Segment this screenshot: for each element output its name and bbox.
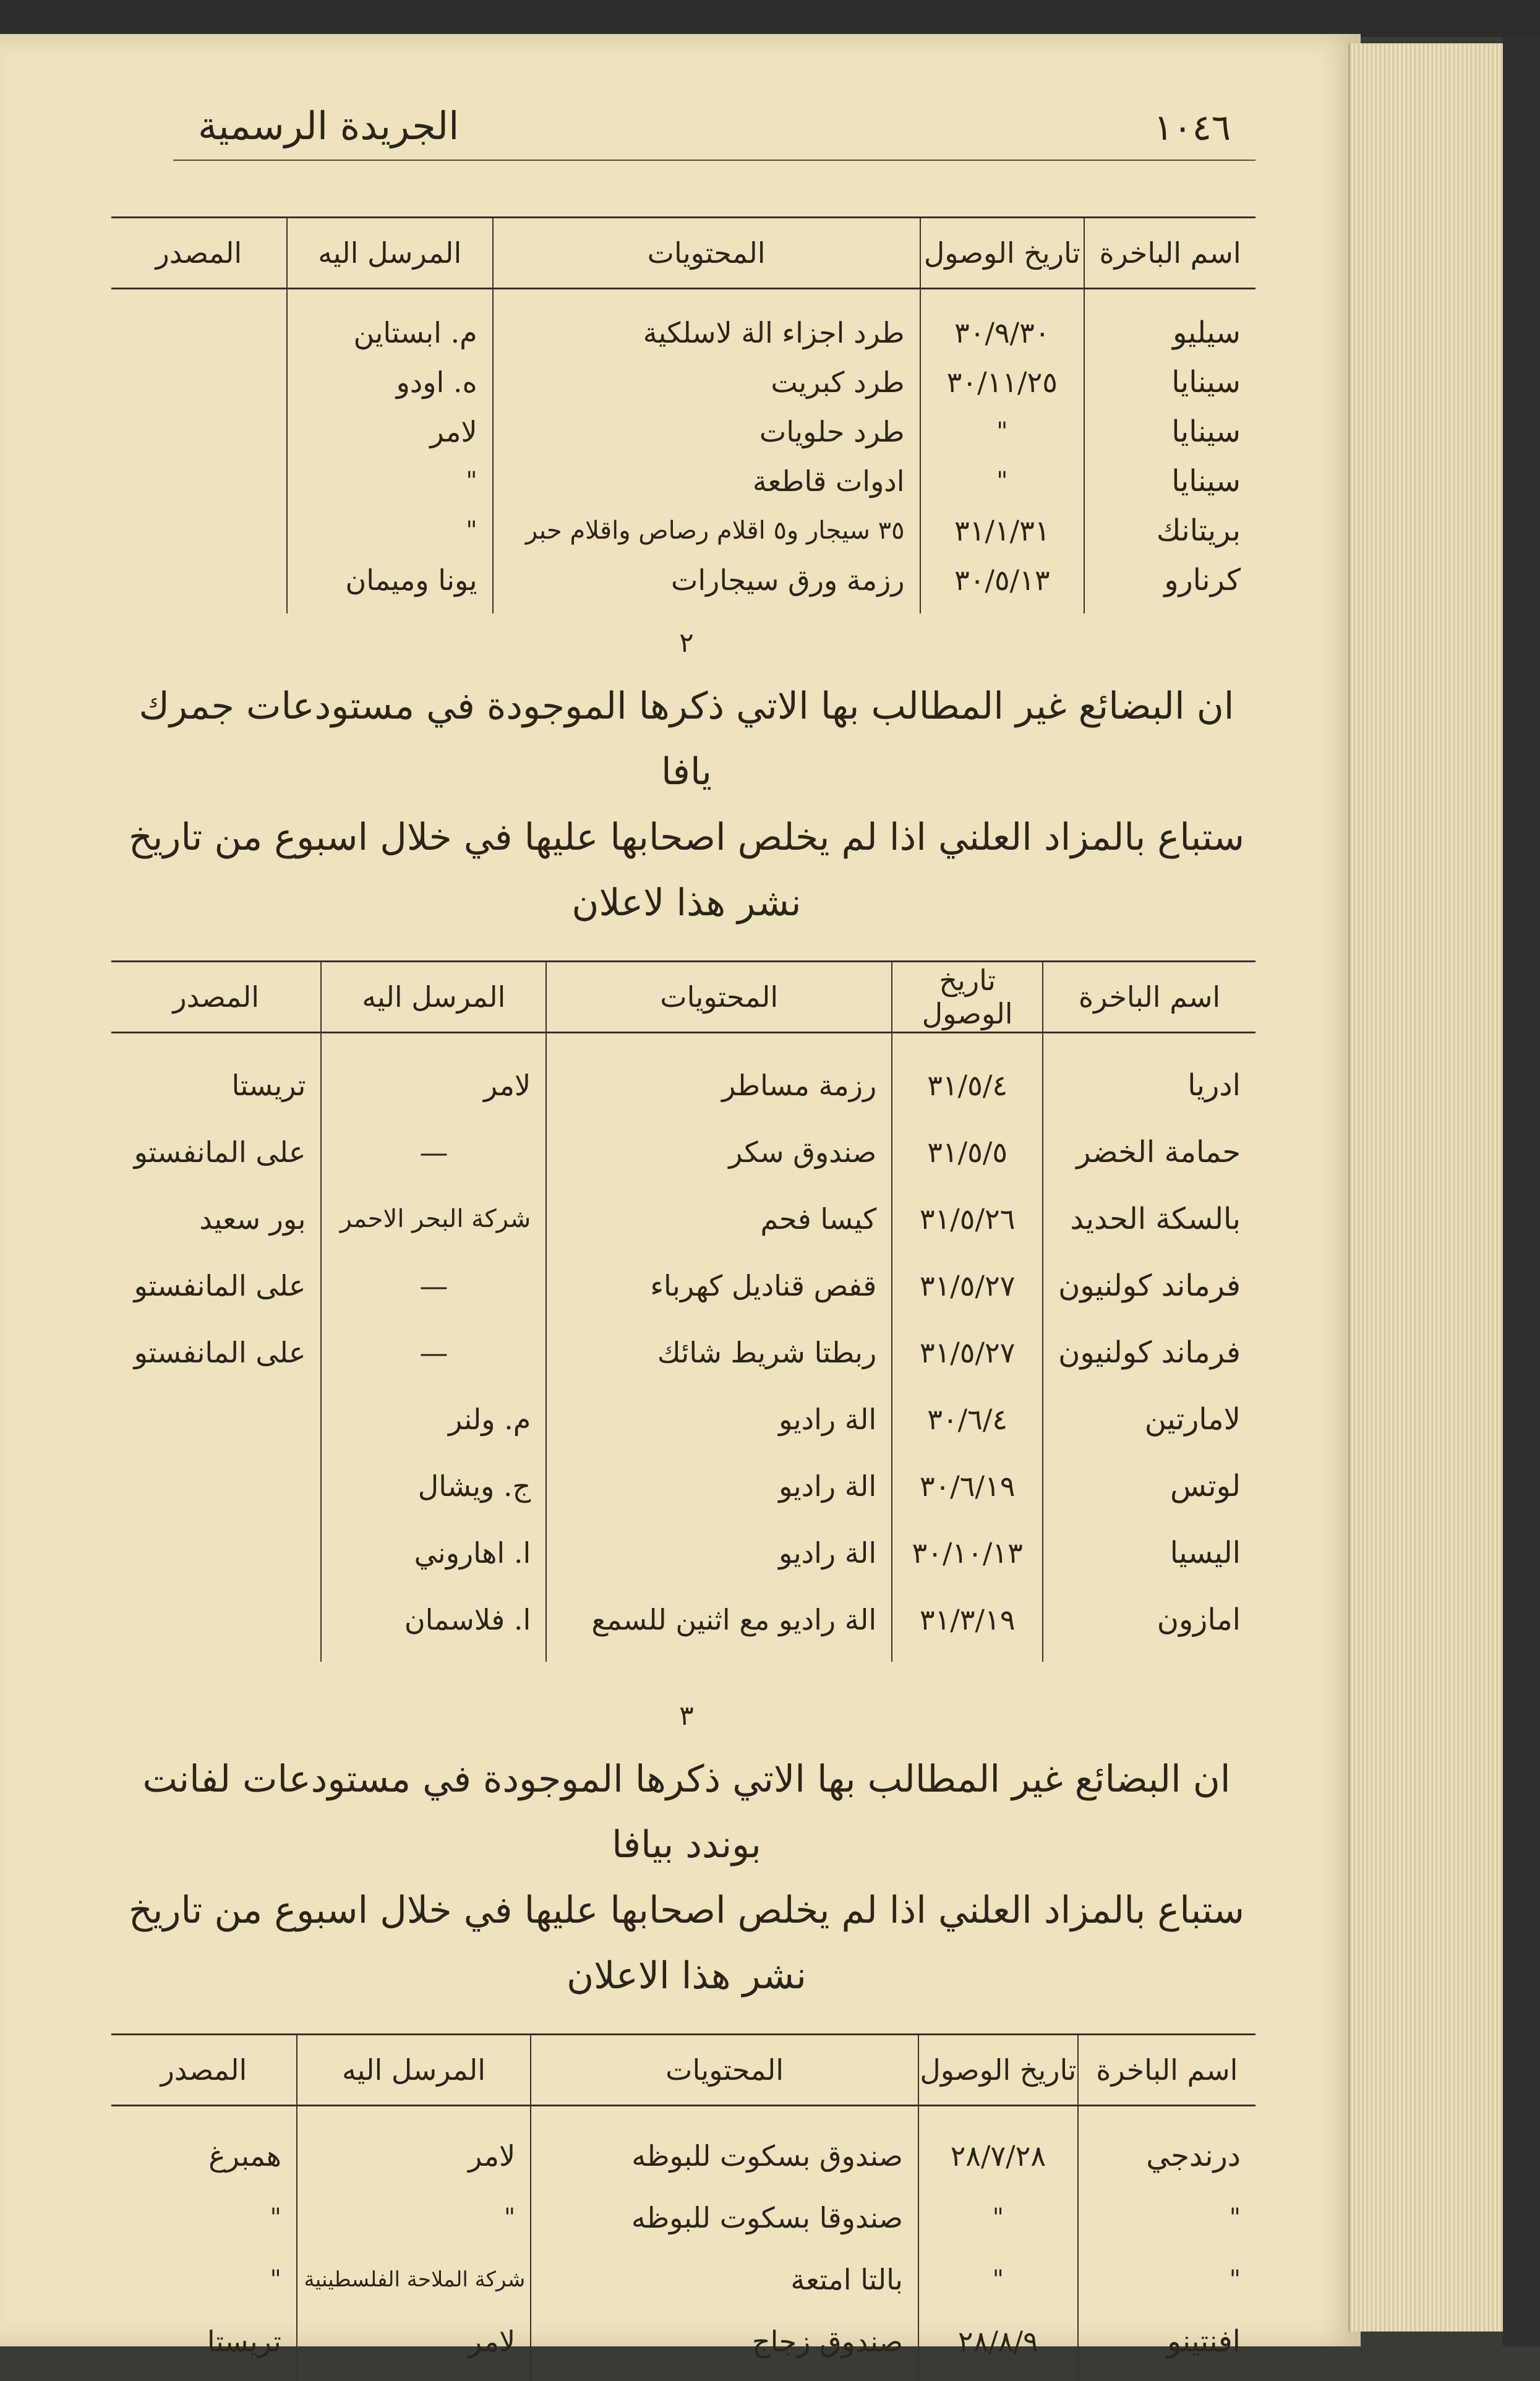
date-cell: ": [918, 2187, 1078, 2249]
notice-2: [93, 673, 1256, 936]
contents-cell: صندوقا بسكوت للبوظه: [531, 2187, 918, 2249]
table-row: [111, 407, 1256, 456]
date-cell: ": [920, 456, 1085, 506]
source-cell: ": [270, 2204, 281, 2232]
date-cell: ٣٠/٥/١٣: [920, 555, 1085, 613]
ship-cell: كرنارو: [1084, 555, 1256, 613]
consignee-cell: ه. اودو: [287, 357, 493, 407]
date-cell: ٣١/٥/٥: [892, 1119, 1043, 1186]
contents-cell: رزمة مساطر: [546, 1033, 892, 1119]
contents-cell: صندوق بسكوت للبوظه: [531, 2106, 918, 2187]
contents-cell: الة راديو: [546, 1520, 892, 1586]
date-cell: ٣١/١/٣١: [920, 506, 1085, 555]
table-row: [111, 1586, 1256, 1662]
contents-cell: الة راديو مع اثنين للسمع: [546, 1586, 892, 1662]
date-cell: ": [920, 407, 1085, 456]
source-cell: [111, 456, 287, 506]
book-binding: [0, 0, 1540, 37]
source-cell: على المانفستو: [134, 1336, 306, 1369]
date-cell: ٣١/٥/٤: [892, 1033, 1043, 1119]
contents-cell: بالتا امتعة: [531, 2249, 918, 2310]
section-number-2: ٢: [679, 627, 694, 659]
consignee-cell: —: [321, 1119, 546, 1186]
table-row: [111, 2310, 1256, 2381]
contents-cell: صندوق سكر: [546, 1119, 892, 1186]
ship-cell: فرماند كولنيون: [1043, 1252, 1256, 1319]
page-edges: [1348, 43, 1505, 2332]
source-cell: بور سعيد: [199, 1202, 306, 1236]
running-head: [173, 93, 1256, 161]
source-cell: تريستا: [231, 1069, 306, 1102]
consignee-cell: ": [287, 506, 493, 555]
page-content: [93, 93, 1256, 2381]
ship-cell: فرماند كولنيون: [1043, 1319, 1256, 1386]
consignee-cell: ا. اهاروني: [321, 1520, 546, 1586]
consignee-cell: لامر: [297, 2310, 531, 2381]
ship-cell: بريتانك: [1084, 506, 1256, 555]
col-date: تاريخ الوصول: [920, 218, 1085, 289]
date-cell: ٣١/٥/٢٧: [892, 1319, 1043, 1386]
ship-cell: لامارتين: [1043, 1386, 1256, 1453]
consignee-cell: ": [297, 2187, 531, 2249]
date-cell: ٣٠/٦/١٩: [892, 1453, 1043, 1520]
source-cell: [111, 555, 287, 613]
source-cell: [111, 407, 287, 456]
contents-cell: طرد حلويات: [493, 407, 920, 456]
contents-cell: ادوات قاطعة: [493, 456, 920, 506]
contents-cell: الة راديو: [546, 1453, 892, 1520]
source-cell: تريستا: [207, 2325, 281, 2358]
date-cell: ": [918, 2249, 1078, 2310]
contents-cell: صندوق زجاج: [531, 2310, 918, 2381]
table-row: [111, 289, 1256, 358]
col-ship: اسم الباخرة: [1043, 962, 1256, 1033]
contents-cell: طرد كبريت: [493, 357, 920, 407]
source-cell: [111, 289, 287, 358]
notice-2-line-1: ان البضائع غير المطالب بها الاتي ذكرها الموجودة في مستودعات جمرك يافا: [139, 685, 1234, 793]
journal-title: الجريدة الرسمية: [198, 103, 460, 148]
consignee-cell: م. ولنر: [321, 1386, 546, 1453]
ship-cell: درندجي: [1078, 2106, 1256, 2187]
col-contents: المحتويات: [546, 962, 892, 1033]
ship-cell: سينايا: [1084, 357, 1256, 407]
source-cell: على المانفستو: [134, 1135, 306, 1169]
table-row: [111, 506, 1256, 555]
consignee-cell: لامر: [297, 2106, 531, 2187]
consignee-cell: شركة البحر الاحمر: [321, 1186, 546, 1252]
col-ship: اسم الباخرة: [1078, 2035, 1256, 2106]
table-row: [111, 2187, 1256, 2249]
table-row: [111, 2249, 1256, 2310]
date-cell: ٣٠/١٠/١٣: [892, 1520, 1043, 1586]
col-contents: المحتويات: [531, 2035, 918, 2106]
date-cell: ٣٠/١١/٢٥: [920, 357, 1085, 407]
ship-cell: لوتس: [1043, 1453, 1256, 1520]
source-cell: همبرغ: [208, 2139, 281, 2173]
ship-cell: ": [1078, 2249, 1256, 2310]
ship-cell: افنتينو: [1078, 2310, 1256, 2381]
notice-3-line-2: ستباع بالمزاد العلني اذا لم يخلص اصحابها عليها في خلال اسبوع من تاريخ نشر هذا الاعلان: [128, 1889, 1244, 1998]
table-row: [111, 2106, 1256, 2187]
date-cell: ٣١/٣/١٩: [892, 1586, 1043, 1662]
col-source: المصدر: [111, 962, 321, 1033]
ship-cell: سينايا: [1084, 456, 1256, 506]
ship-cell: ": [1078, 2187, 1256, 2249]
goods-table-1: [111, 216, 1256, 613]
col-source: المصدر: [111, 218, 287, 289]
col-date: تاريخ الوصول: [918, 2035, 1078, 2106]
table-row: [111, 1186, 1256, 1252]
source-cell: [111, 1453, 321, 1520]
notice-3: [93, 1746, 1256, 2009]
date-cell: ٣١/٥/٢٦: [892, 1186, 1043, 1252]
table-row: [111, 1319, 1256, 1386]
date-cell: ٣١/٥/٢٧: [892, 1252, 1043, 1319]
contents-cell: الة راديو: [546, 1386, 892, 1453]
table-row: [111, 1386, 1256, 1453]
table-row: [111, 1520, 1256, 1586]
source-cell: على المانفستو: [134, 1269, 306, 1302]
col-consignee: المرسل اليه: [297, 2035, 531, 2106]
ship-cell: امازون: [1043, 1586, 1256, 1662]
ship-cell: بالسكة الحديد: [1043, 1186, 1256, 1252]
page-number: ١٠٤٦: [1153, 106, 1231, 148]
source-cell: [111, 1386, 321, 1453]
consignee-cell: ": [287, 456, 493, 506]
consignee-cell: يونا وميمان: [287, 555, 493, 613]
notice-2-line-2: ستباع بالمزاد العلني اذا لم يخلص اصحابها عليها في خلال اسبوع من تاريخ نشر هذا لاعلان: [128, 816, 1244, 925]
consignee-cell: م. ابستاين: [287, 289, 493, 358]
notice-3-line-1: ان البضائع غير المطالب بها الاتي ذكرها الموجودة في مستودعات لفانت بوندد بيافا: [142, 1758, 1231, 1866]
consignee-cell: —: [321, 1319, 546, 1386]
table-row: [111, 456, 1256, 506]
table-row: [111, 1033, 1256, 1119]
source-cell: [111, 506, 287, 555]
table-row: [111, 1119, 1256, 1186]
contents-cell: كيسا فحم: [546, 1186, 892, 1252]
book-cover: [1503, 37, 1540, 2346]
source-cell: [111, 1586, 321, 1662]
consignee-cell: لامر: [287, 407, 493, 456]
section-number-3: ٣: [679, 1700, 694, 1732]
col-contents: المحتويات: [493, 218, 920, 289]
date-cell: ٢٨/٧/٢٨: [918, 2106, 1078, 2187]
consignee-cell: لامر: [321, 1033, 546, 1119]
date-cell: ٣٠/٦/٤: [892, 1386, 1043, 1453]
source-cell: [111, 1520, 321, 1586]
source-cell: [111, 357, 287, 407]
col-source: المصدر: [111, 2035, 297, 2106]
ship-cell: سيليو: [1084, 289, 1256, 358]
consignee-cell: شركة الملاحة الفلسطينية: [297, 2249, 531, 2310]
col-date: تاريخ الوصول: [892, 962, 1043, 1033]
contents-cell: ربطتا شريط شائك: [546, 1319, 892, 1386]
table-row: [111, 1453, 1256, 1520]
ship-cell: سينايا: [1084, 407, 1256, 456]
contents-cell: رزمة ورق سيجارات: [493, 555, 920, 613]
date-cell: ٣٠/٩/٣٠: [920, 289, 1085, 358]
consignee-cell: ج. ويشال: [321, 1453, 546, 1520]
table-row: [111, 1252, 1256, 1319]
consignee-cell: ا. فلاسمان: [321, 1586, 546, 1662]
ship-cell: حمامة الخضر: [1043, 1119, 1256, 1186]
table-row: [111, 555, 1256, 613]
goods-table-3: [111, 2033, 1256, 2381]
col-consignee: المرسل اليه: [287, 218, 493, 289]
ship-cell: اليسيا: [1043, 1520, 1256, 1586]
date-cell: ٢٨/٨/٩: [918, 2310, 1078, 2381]
ship-cell: ادريا: [1043, 1033, 1256, 1119]
table-row: [111, 357, 1256, 407]
goods-table-2: [111, 960, 1256, 1662]
col-ship: اسم الباخرة: [1084, 218, 1256, 289]
contents-cell: ٣٥ سيجار و٥ اقلام رصاص واقلام حبر: [493, 506, 920, 555]
contents-cell: طرد اجزاء الة لاسلكية: [493, 289, 920, 358]
col-consignee: المرسل اليه: [321, 962, 546, 1033]
source-cell: ": [270, 2265, 281, 2294]
contents-cell: قفص قناديل كهرباء: [546, 1252, 892, 1319]
consignee-cell: —: [321, 1252, 546, 1319]
